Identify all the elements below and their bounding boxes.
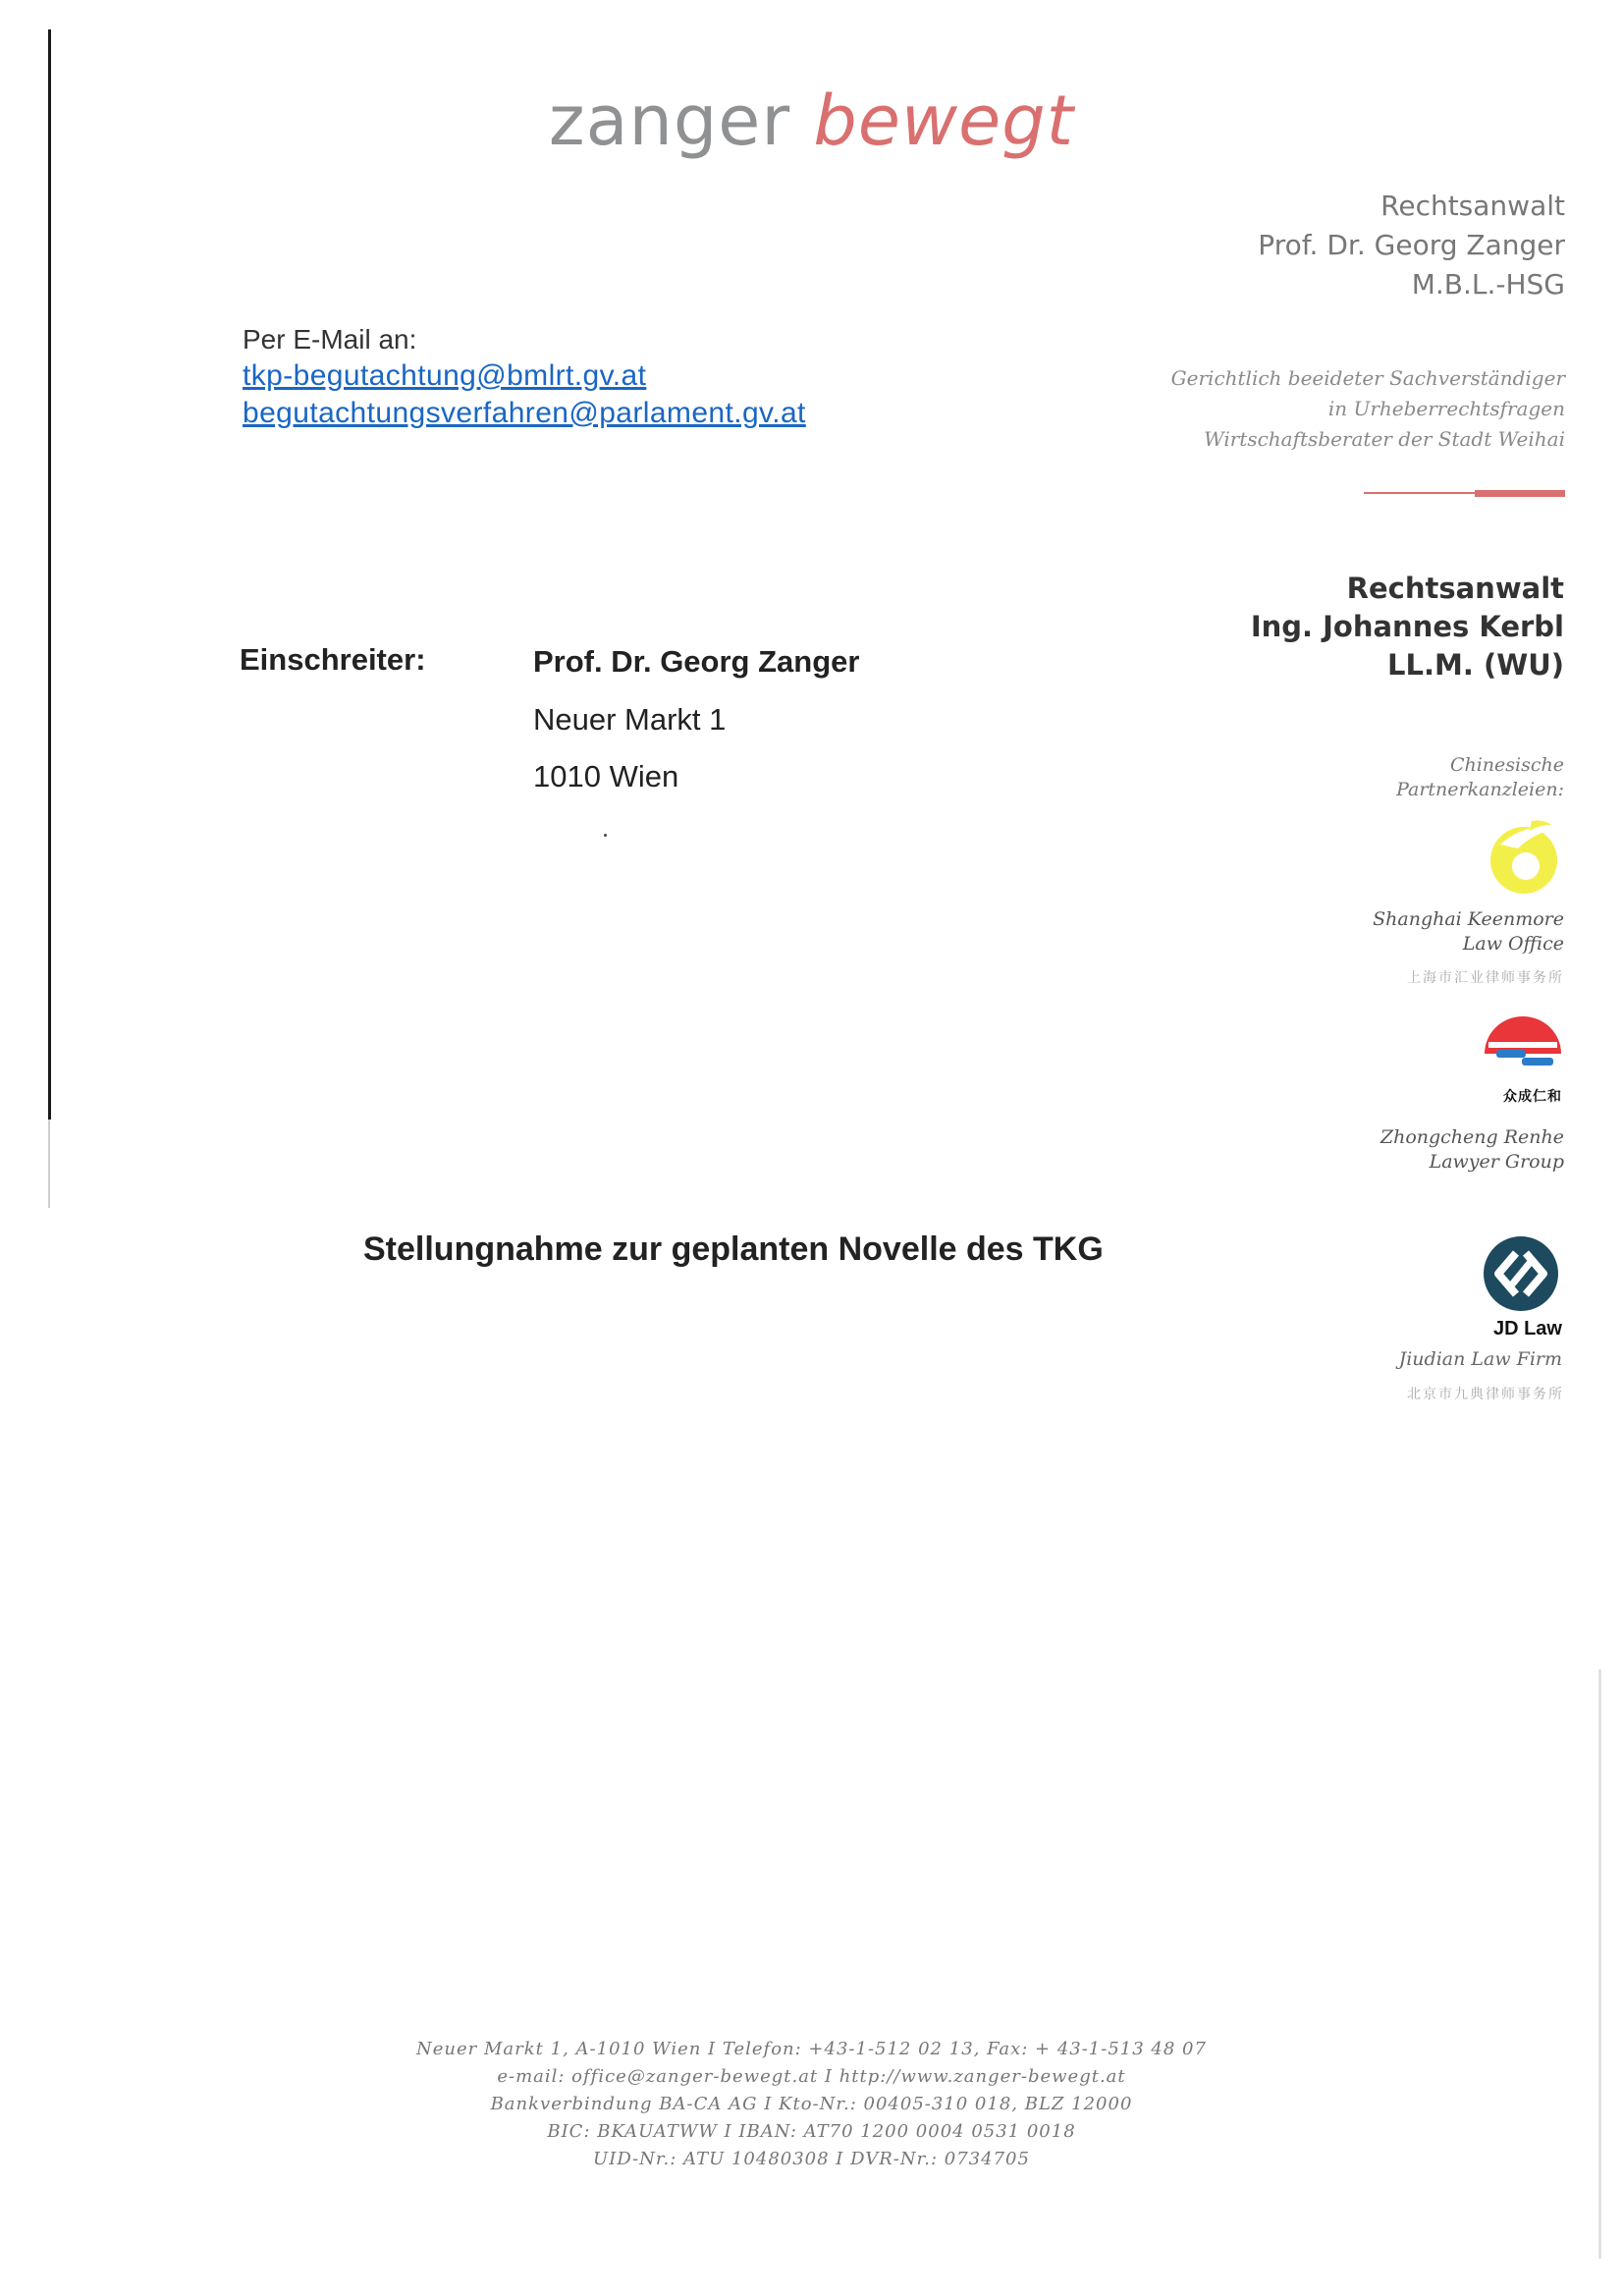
footer-line-1: Neuer Markt 1, A-1010 Wien I Telefon: +43-1-512 02 13, Fax: + 43-1-513 48 07 [416,2039,1207,2059]
recipients-label: Per E-Mail an: [243,324,417,355]
expert-note-line-2: in Urheberrechtsfragen [1327,397,1565,420]
zhongcheng-logo-icon [1483,1014,1563,1073]
expert-note-line-3: Wirtschaftsberater der Stadt Weihai [1204,427,1565,451]
footer-line-3: Bankverbindung BA-CA AG I Kto-Nr.: 00405-310 018, BLZ 12000 [490,2094,1133,2114]
footer-block [0,2036,1623,2173]
jd-law-logo-icon [1481,1233,1561,1314]
stray-dot [604,834,607,837]
lawyer-secondary-degree: LL.M. (WU) [1387,648,1564,682]
email-link-bmlrt[interactable]: tkp-begutachtung@bmlrt.gv.at [243,359,647,392]
partners-label [1396,753,1564,802]
lawyer-primary-title: Rechtsanwalt [1380,190,1565,222]
lawyer-primary-degree: M.B.L.-HSG [1411,268,1565,301]
lawyer-secondary-block [1251,570,1564,684]
applicant-street: Neuer Markt 1 [533,702,727,737]
scan-edge-left-faint [48,1120,50,1208]
logo-word-zanger: zanger [548,81,791,161]
jd-law-subtitle: Jiudian Law Firm [1398,1348,1562,1370]
header-divider [1364,490,1565,496]
jd-law-name: JD Law [1492,1318,1562,1339]
zhongcheng-name-line-2: Lawyer Group [1429,1151,1564,1173]
zhongcheng-name-block [1380,1125,1564,1175]
zhongcheng-mark: 众成仁和 [1503,1089,1562,1105]
email-link-parlament[interactable]: begutachtungsverfahren@parlament.gv.at [243,397,806,429]
lawyer-secondary-name: Ing. Johannes Kerbl [1250,610,1564,643]
footer-line-5: UID-Nr.: ATU 10480308 I DVR-Nr.: 0734705 [593,2149,1030,2169]
expert-note-line-1: Gerichtlich beeideter Sachverständiger [1170,366,1565,390]
applicant-name: Prof. Dr. Georg Zanger [533,644,860,679]
keenmore-name-line-2: Law Office [1462,933,1564,955]
jd-law-chinese-name: 北京市九典律师事务所 [1407,1387,1564,1402]
footer-line-4: BIC: BKAUATWW I IBAN: AT70 1200 0004 0531 0018 [547,2121,1076,2142]
keenmore-logo-icon [1481,815,1563,898]
applicant-label: Einschreiter: [240,642,426,677]
keenmore-name-line-1: Shanghai Keenmore [1373,908,1564,930]
keenmore-chinese-name: 上海市汇业律师事务所 [1407,970,1564,986]
lawyer-primary-block [1258,187,1565,304]
zhongcheng-name-line-1: Zhongcheng Renhe [1380,1126,1564,1148]
lawyer-secondary-title: Rechtsanwalt [1346,572,1564,605]
keenmore-name-block [1373,907,1564,957]
partners-label-line-1: Chinesische [1449,754,1564,776]
footer-line-2: e-mail: office@zanger-bewegt.at I http://www.zanger-bewegt.at [497,2066,1126,2087]
expert-note-block [1171,363,1565,455]
divider-thick-bar [1475,490,1565,497]
lawyer-primary-name: Prof. Dr. Georg Zanger [1258,229,1565,261]
applicant-city: 1010 Wien [533,759,679,793]
scan-edge-left [48,29,51,1120]
partners-label-line-2: Partnerkanzleien: [1396,779,1564,800]
firm-logo [0,81,1623,161]
document-title: Stellungnahme zur geplanten Novelle des TKG [363,1230,1104,1268]
logo-word-bewegt: bewegt [813,81,1075,161]
